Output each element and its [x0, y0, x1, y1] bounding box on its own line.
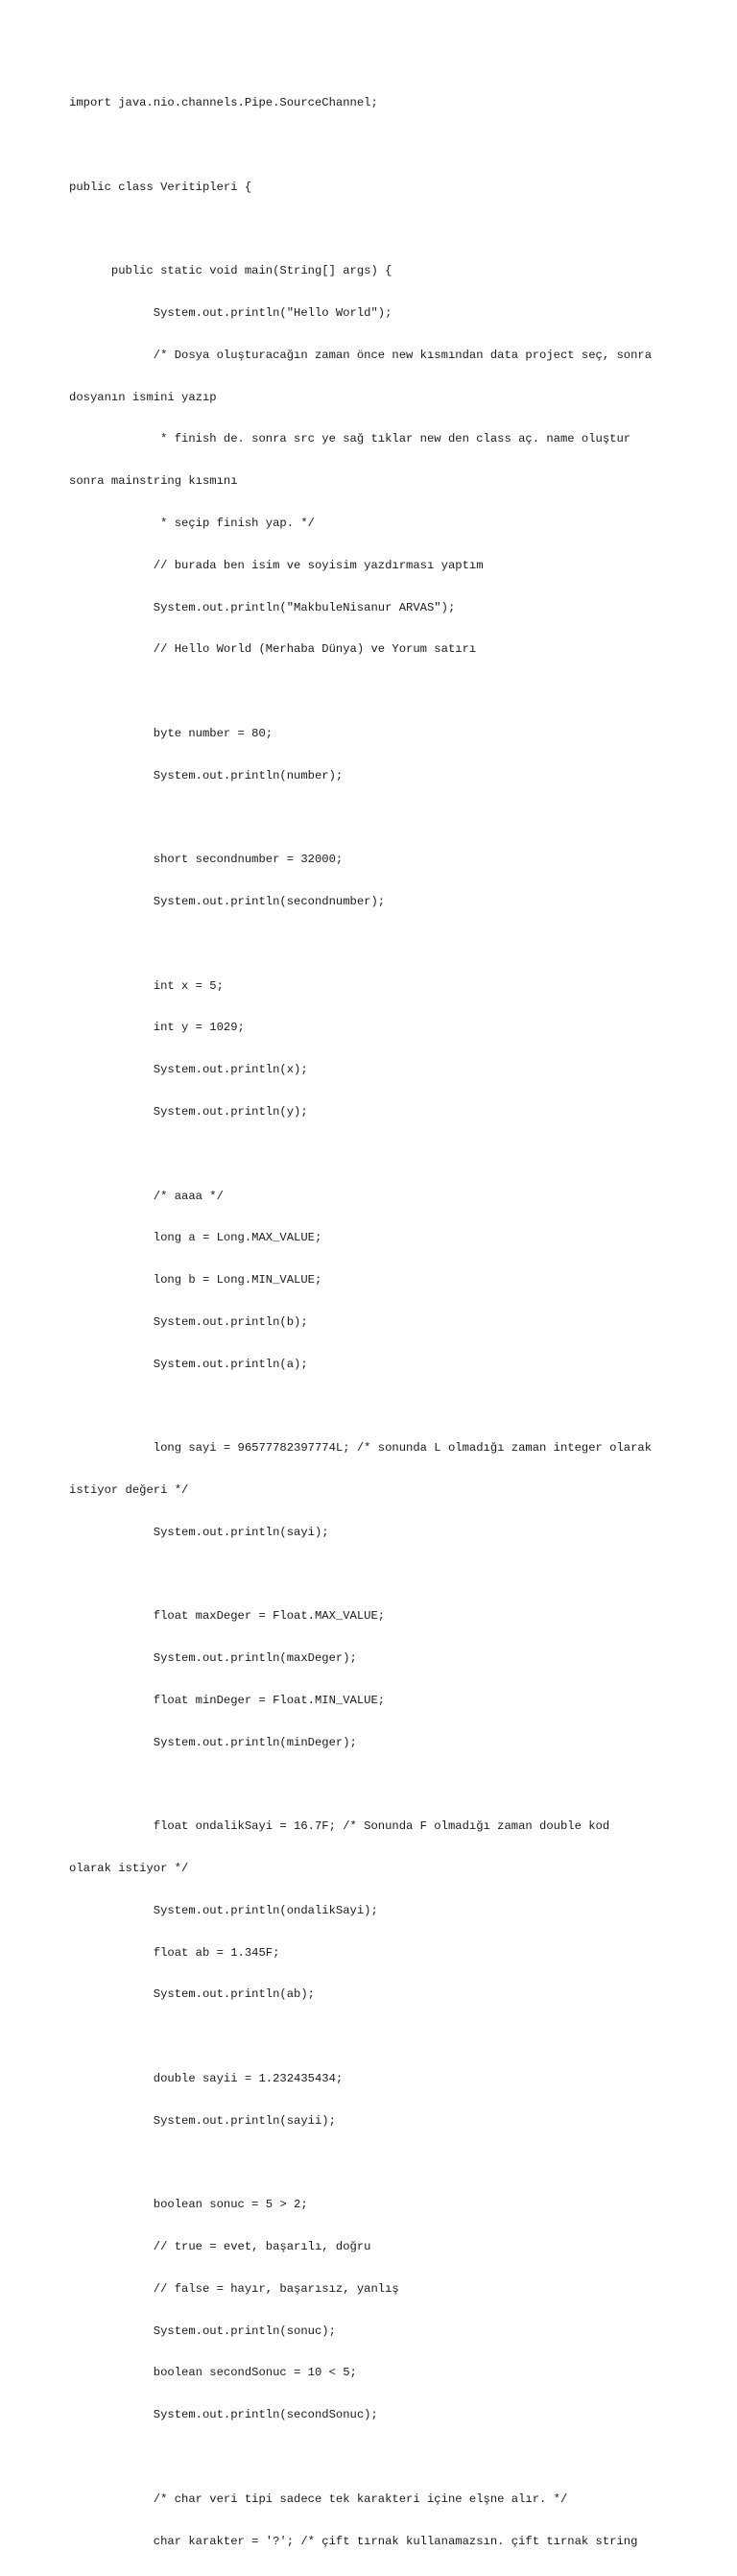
code-line [69, 937, 731, 951]
code-line: System.out.println(b); [69, 1314, 308, 1329]
code-line: System.out.println(ondalikSayi); [69, 1903, 378, 1917]
code-line: float maxDeger = Float.MAX_VALUE; [69, 1609, 386, 1624]
code-line: System.out.println(number); [69, 768, 344, 782]
code-line: int x = 5; [69, 978, 224, 993]
code-line: /* char veri tipi sadece tek karakteri içine elşne alır. */ [69, 2492, 568, 2506]
code-line: /* aaaa */ [69, 1189, 224, 1203]
code-line: int y = 1029; [69, 1021, 245, 1035]
code-line: // false = hayır, başarısız, yanlış [69, 2281, 399, 2296]
code-line: System.out.println("Hello World"); [69, 306, 392, 321]
code-line: // true = evet, başarılı, doğru [69, 2240, 371, 2254]
code-line: System.out.println(secondSonuc); [69, 2408, 378, 2422]
code-line [69, 810, 731, 825]
code-line [69, 2450, 731, 2465]
code-line: System.out.println(secondnumber); [69, 895, 386, 909]
code-line [69, 1777, 731, 1792]
code-line: System.out.println(maxDeger); [69, 1651, 357, 1666]
code-line: System.out.println("MakbuleNisanur ARVAS"); [69, 600, 456, 614]
code-line: System.out.println(minDeger); [69, 1735, 357, 1749]
code-line [69, 138, 731, 153]
code-line: /* Dosya oluşturacağın zaman önce new kısmından data project seç, sonra [69, 348, 653, 362]
code-line [69, 1147, 731, 1162]
code-line: boolean sonuc = 5 > 2; [69, 2198, 308, 2212]
code-line: float ondalikSayi = 16.7F; /* Sonunda F olmadığı zaman double kod [69, 1819, 610, 1834]
code-line [69, 223, 731, 237]
code-line: byte number = 80; [69, 726, 273, 740]
code-line: public static void main(String[] args) { [69, 264, 392, 278]
code-line: boolean secondSonuc = 10 < 5; [69, 2366, 357, 2380]
code-line: double sayii = 1.232435434; [69, 2071, 344, 2085]
code-line [69, 2155, 731, 2170]
code-line: System.out.println(sayii); [69, 2113, 336, 2128]
code-line: System.out.println(sonuc); [69, 2323, 336, 2338]
code-line: sonra mainstring kısmını [69, 474, 238, 489]
code-line [69, 1568, 731, 1582]
code-line: short secondnumber = 32000; [69, 853, 344, 867]
code-line: * finish de. sonra src ye sağ tıklar new den class aç. name oluştur [69, 432, 631, 446]
code-line: long b = Long.MIN_VALUE; [69, 1273, 322, 1288]
code-line [69, 2030, 731, 2044]
code-line: // Hello World (Merhaba Dünya) ve Yorum satırı [69, 642, 477, 657]
code-line: float ab = 1.345F; [69, 1945, 280, 1960]
code-line: System.out.println(a); [69, 1357, 308, 1371]
code-line: long sayi = 96577782397774L; /* sonunda L olmadığı zaman integer olarak [69, 1441, 653, 1456]
code-line: olarak istiyor */ [69, 1862, 189, 1875]
code-line: long a = Long.MAX_VALUE; [69, 1231, 322, 1245]
code-line [69, 1399, 731, 1413]
code-line: System.out.println(ab); [69, 1987, 315, 2002]
code-listing [69, 68, 731, 2576]
code-line: float minDeger = Float.MIN_VALUE; [69, 1693, 386, 1707]
code-line: System.out.println(x); [69, 1063, 308, 1077]
code-line: // burada ben isim ve soyisim yazdırması yaptım [69, 558, 484, 572]
code-line: import java.nio.channels.Pipe.SourceChannel; [69, 96, 378, 110]
code-line: dosyanın ismini yazıp [69, 390, 217, 404]
code-line: public class Veritipleri { [69, 180, 252, 194]
code-line: char karakter = '?'; /* çift tırnak kullanamazsın. çift tırnak string [69, 2534, 638, 2548]
code-line: System.out.println(y); [69, 1104, 308, 1119]
code-line [69, 685, 731, 699]
code-line: istiyor değeri */ [69, 1482, 189, 1497]
code-line: System.out.println(sayi); [69, 1525, 329, 1539]
code-line: * seçip finish yap. */ [69, 517, 315, 530]
